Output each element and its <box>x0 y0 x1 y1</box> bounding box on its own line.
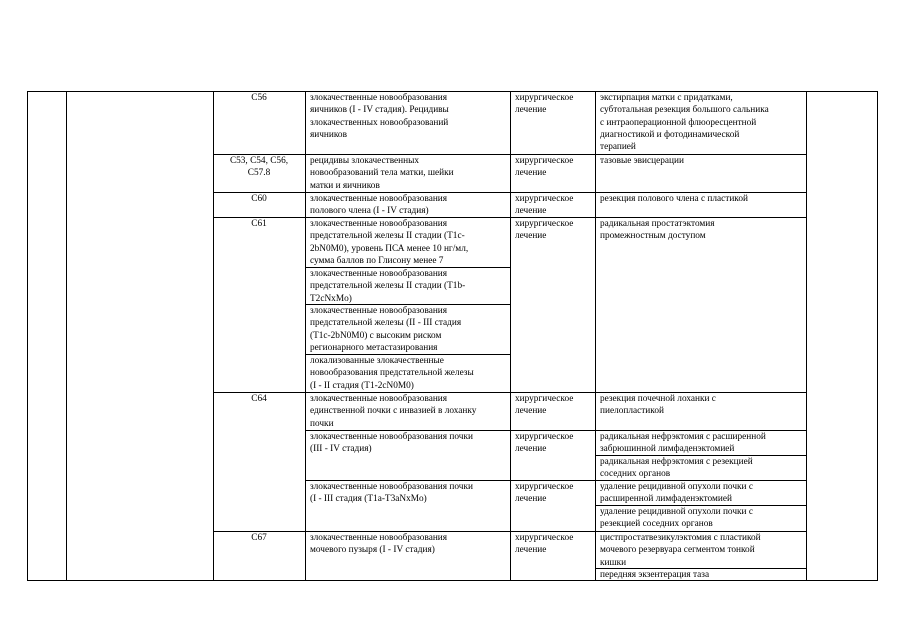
method-line: радикальная нефрэктомия с резекцией <box>600 457 753 467</box>
treatment-line: лечение <box>515 105 547 116</box>
method-line: тазовые эвисцерации <box>600 156 684 166</box>
method-line: удаление рецидивной опухоли почки с <box>600 482 753 492</box>
diagnosis-line: злокачественные новообразования <box>310 306 448 316</box>
diagnosis-line: почки <box>310 418 334 429</box>
method-line: передняя экзентерация таза <box>600 570 710 580</box>
method-line: экстирпация матки с придатками, <box>600 93 733 103</box>
method-line: удаление рецидивной опухоли почки с <box>600 507 753 517</box>
code-line: C64 <box>251 394 267 404</box>
diagnosis-line: злокачественные новообразования почки <box>310 482 473 492</box>
diagnosis-line: мочевого пузыря (I - IV стадия) <box>310 545 435 556</box>
method-line: с интраоперационной флюоресцентной <box>600 117 757 128</box>
method-line: субтотальная резекция большого сальника <box>600 105 769 116</box>
treatment-line: хирургическое <box>515 432 574 442</box>
diagnosis-line: новообразования предстательной железы <box>310 368 474 379</box>
table-border <box>27 91 878 92</box>
method-line: резекцией соседних органов <box>600 519 713 530</box>
table-border <box>66 91 67 580</box>
table-border <box>510 91 511 580</box>
treatment-line: хирургическое <box>515 219 574 229</box>
treatment-line: лечение <box>515 406 547 417</box>
method-line: терапией <box>600 142 636 153</box>
diagnosis-line: (I - II стадия (T1-2cN0M0) <box>310 380 414 391</box>
code-line: C60 <box>251 194 267 204</box>
table-border <box>877 91 878 580</box>
code-line: C61 <box>251 219 267 229</box>
method-line: резекция почечной лоханки с <box>600 394 716 404</box>
treatment-line: хирургическое <box>515 533 574 543</box>
diagnosis-line: T2cNxMo) <box>310 293 352 304</box>
diagnosis-line: яичников <box>310 129 347 140</box>
diagnosis-line: злокачественные новообразования <box>310 269 448 279</box>
table-border <box>595 91 596 580</box>
method-line: расширенной лимфаденэктомией <box>600 494 732 505</box>
diagnosis-line: предстательной железы II стадии (T1b- <box>310 281 466 292</box>
diagnosis-line: предстательной железы II стадии (T1c- <box>310 231 465 242</box>
treatment-line: лечение <box>515 168 547 179</box>
diagnosis-line: регионарного метастазирования <box>310 342 438 353</box>
diagnosis-line: матки и яичников <box>310 180 380 191</box>
diagnosis-line: новообразований тела матки, шейки <box>310 168 454 179</box>
treatment-line: хирургическое <box>515 482 574 492</box>
code-line: C67 <box>251 533 267 543</box>
method-line: забрюшинной лимфаденэктомией <box>600 444 735 455</box>
method-line: радикальная нефрэктомия с расширенной <box>600 432 766 442</box>
treatment-line: лечение <box>515 444 547 455</box>
treatment-line: лечение <box>515 545 547 556</box>
treatment-line: хирургическое <box>515 156 574 166</box>
table-border <box>27 91 28 580</box>
treatment-line: хирургическое <box>515 93 574 103</box>
diagnosis-line: сумма баллов по Глисону менее 7 <box>310 255 444 266</box>
method-line: цистпростатвезикулэктомия с пластикой <box>600 533 761 543</box>
diagnosis-line: злокачественные новообразования <box>310 194 448 204</box>
diagnosis-line: рецидивы злокачественных <box>310 156 420 166</box>
method-line: промежностным доступом <box>600 231 706 242</box>
diagnosis-line: (T1c-2bN0M0) с высоким риском <box>310 330 442 341</box>
method-line: пиелопластикой <box>600 406 664 417</box>
method-line: кишки <box>600 557 627 568</box>
diagnosis-line: злокачественных новообразований <box>310 117 449 128</box>
treatment-line: хирургическое <box>515 394 574 404</box>
diagnosis-line: злокачественные новообразования почки <box>310 432 473 442</box>
method-line: радикальная простатэктомия <box>600 219 715 229</box>
code-line: C57.8 <box>247 168 271 179</box>
diagnosis-line: (I - III стадия (T1a-T3aNxMo) <box>310 494 427 505</box>
diagnosis-line: злокачественные новообразования <box>310 533 448 543</box>
method-line: резекция полового члена с пластикой <box>600 194 748 204</box>
method-line: мочевого резервуара сегментом тонкой <box>600 545 755 556</box>
diagnosis-line: предстательной железы (II - III стадия <box>310 318 462 329</box>
diagnosis-line: 2bN0M0), уровень ПСА менее 10 нг/мл, <box>310 243 469 254</box>
method-line: соседних органов <box>600 469 671 480</box>
diagnosis-line: злокачественные новообразования <box>310 93 448 103</box>
diagnosis-line: локализованные злокачественные <box>310 356 444 366</box>
diagnosis-line: яичников (I - IV стадия). Рецидивы <box>310 105 449 116</box>
diagnosis-line: (III - IV стадия) <box>310 444 372 455</box>
treatment-line: хирургическое <box>515 194 574 204</box>
diagnosis-line: злокачественные новообразования <box>310 394 448 404</box>
treatment-line: лечение <box>515 231 547 242</box>
code-line: C56 <box>251 93 267 103</box>
diagnosis-line: злокачественные новообразования <box>310 219 448 229</box>
table-border <box>27 580 878 581</box>
table-border <box>305 91 306 580</box>
diagnosis-line: полового члена (I - IV стадия) <box>310 206 429 217</box>
treatment-line: лечение <box>515 494 547 505</box>
method-line: диагностикой и фотодинамической <box>600 129 740 140</box>
table-border <box>806 91 807 580</box>
treatment-line: лечение <box>515 206 547 217</box>
code-line: C53, C54, C56, <box>229 156 289 166</box>
diagnosis-line: единственной почки с инвазией в лоханку <box>310 406 477 417</box>
